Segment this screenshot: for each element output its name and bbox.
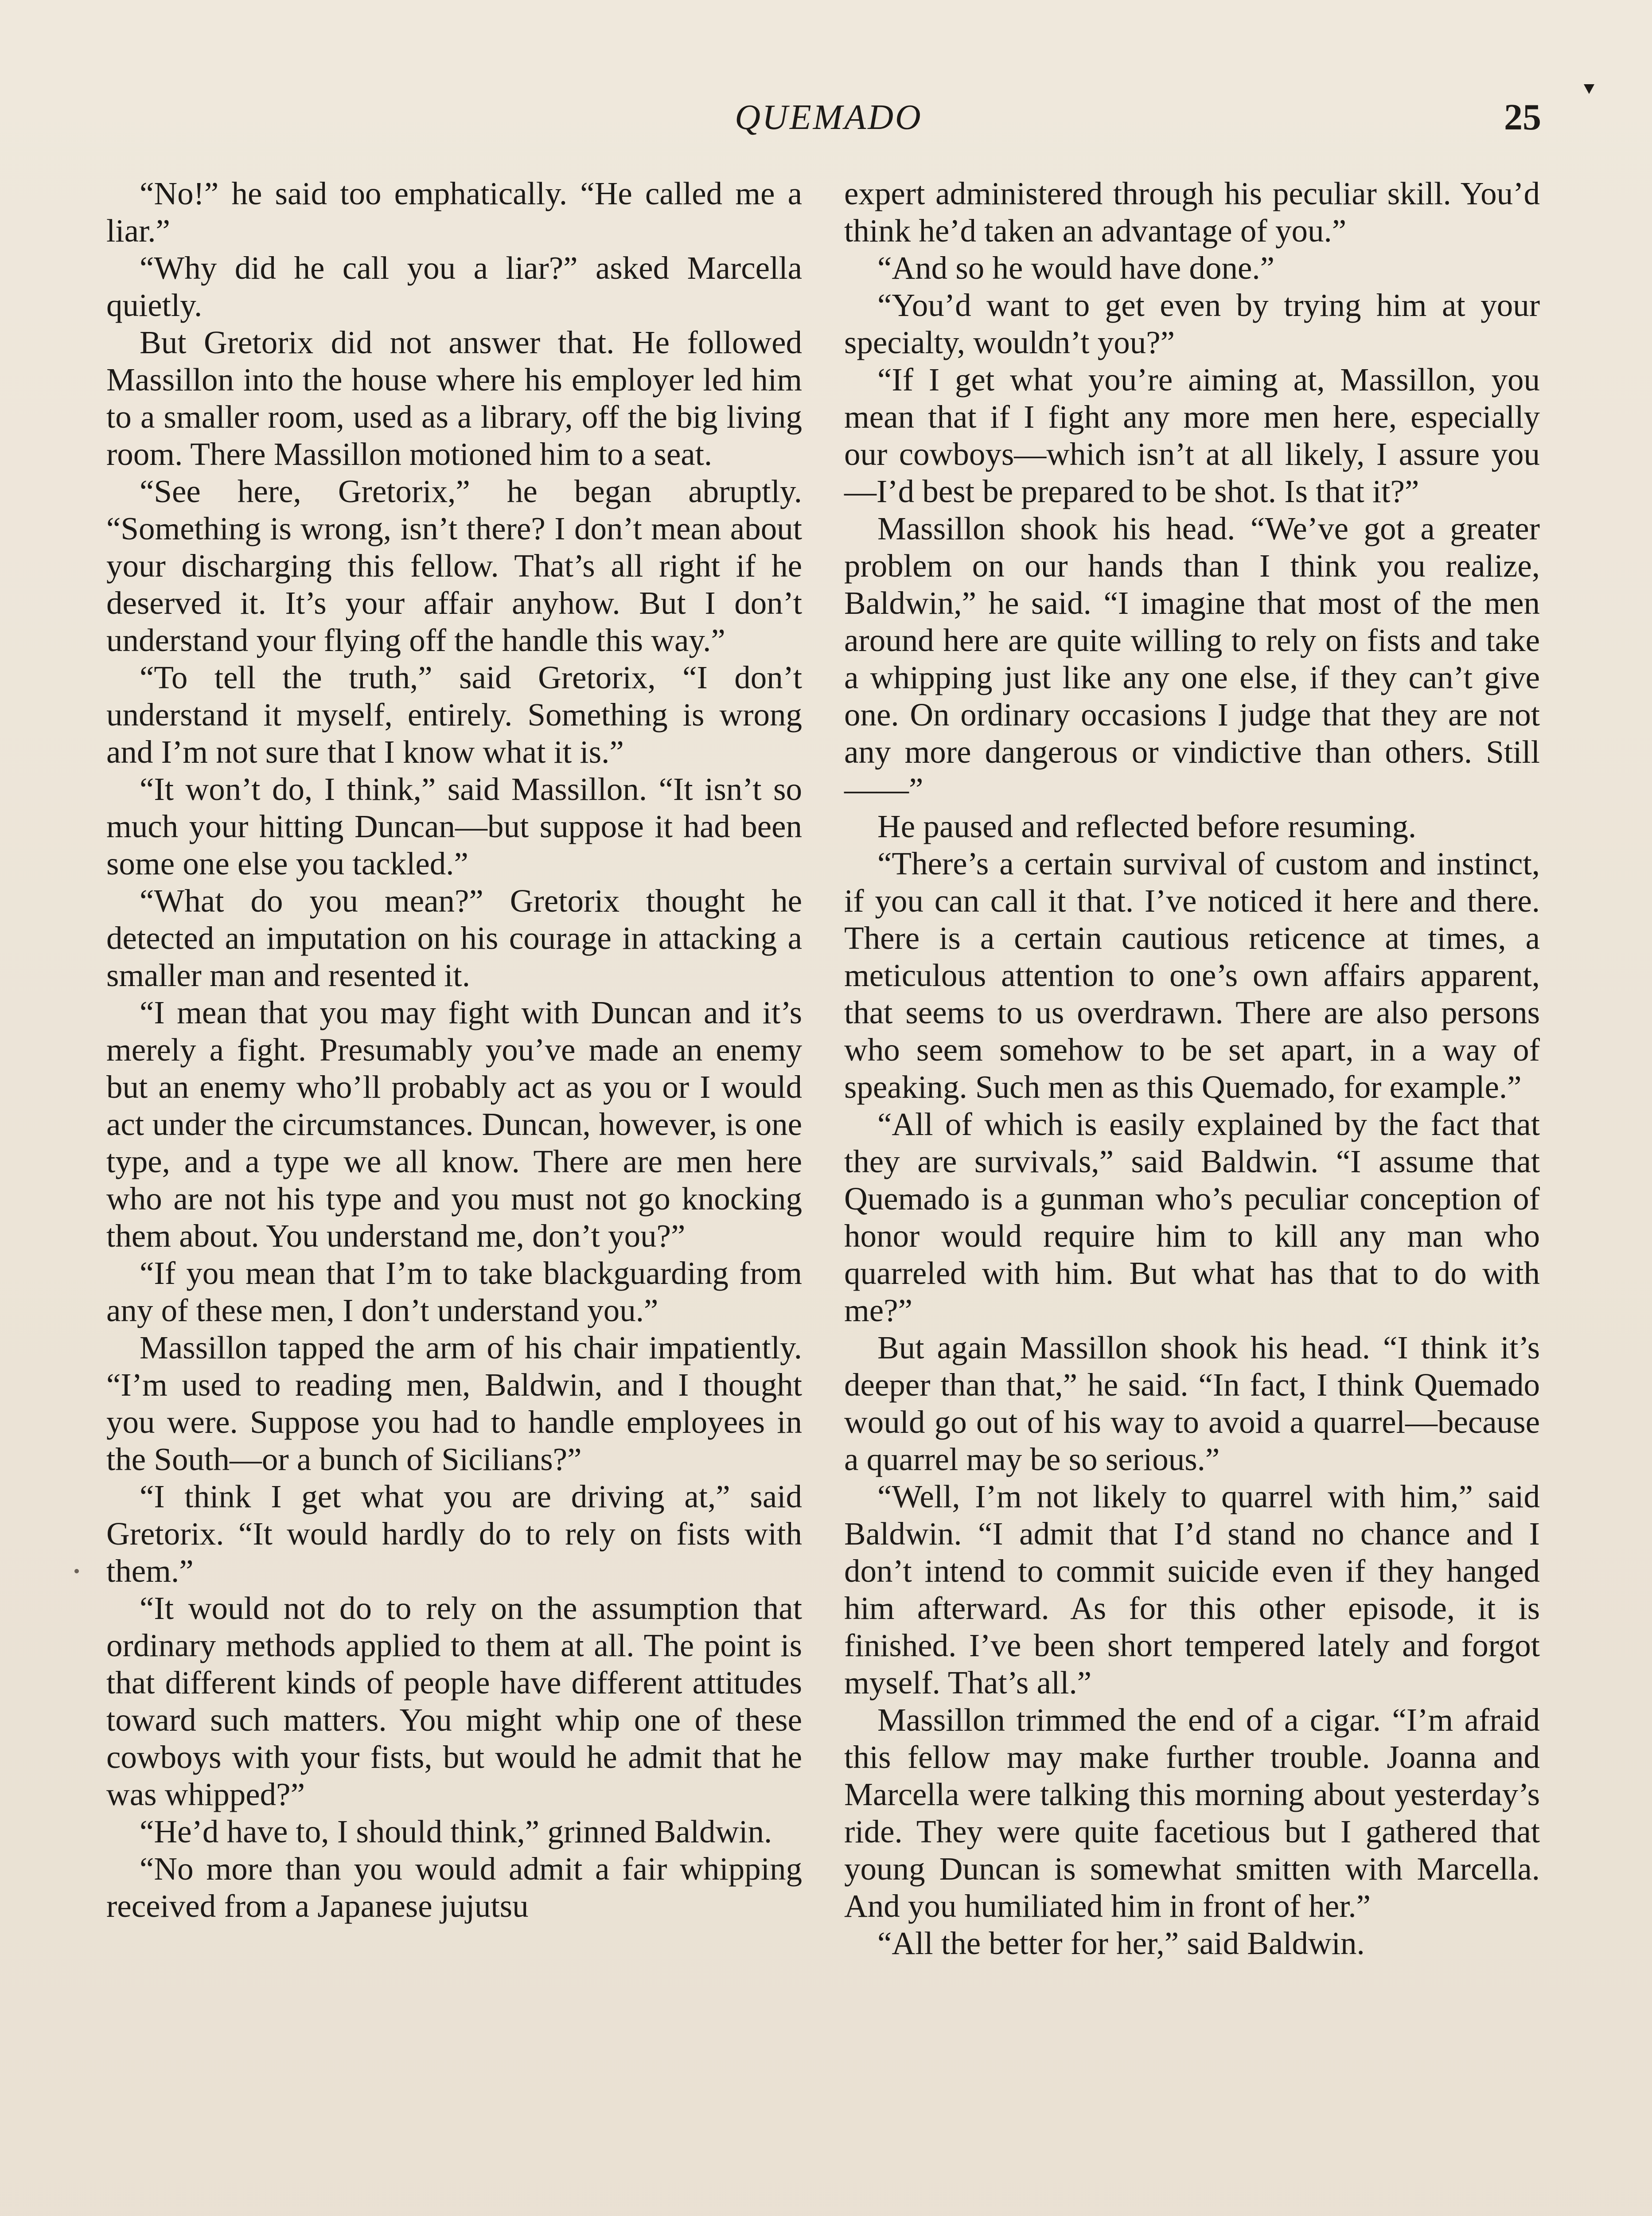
- paragraph: “Why did he call you a liar?” asked Marcella quietly.: [106, 250, 802, 323]
- paragraph: “What do you mean?” Gretorix thought he detected an imputation on his courage in attacking a smaller man and resented it.: [106, 883, 802, 993]
- paragraph-continuation: expert administered through his peculiar skill. You’d think he’d taken an advantage of you.”: [844, 176, 1540, 249]
- paragraph: Massillon tapped the arm of his chair impatiently. “I’m used to reading men, Baldwin, and I thought you were. Suppose you had to handle employees in the South—or a bunch of Sicilians?”: [106, 1330, 802, 1477]
- paragraph: “All the better for her,” said Baldwin.: [877, 1925, 1365, 1961]
- right-column: [844, 175, 1540, 1962]
- paragraph: Massillon trimmed the end of a cigar. “I’m afraid this fellow may make further trouble. Joanna and Marcella were talking this morning about yesterday’s ride. They were quite facetious but I gathered that young Duncan is somewhat smitten with Marcella. And you humiliated him in front of her.”: [844, 1702, 1540, 1924]
- paragraph: “I think I get what you are driving at,” said Gretorix. “It would hardly do to rely on fists with them.”: [106, 1479, 802, 1589]
- paragraph: “To tell the truth,” said Gretorix, “I don’t understand it myself, entirely. Something is wrong and I’m not sure that I know what it is.”: [106, 659, 802, 770]
- paragraph: “It won’t do, I think,” said Massillon. “It isn’t so much your hitting Duncan—but suppose it had been some one else you tackled.”: [106, 771, 802, 882]
- paragraph: “See here, Gretorix,” he began abruptly. “Something is wrong, isn’t there? I don’t mean about your discharging this fellow. That’s all right if he deserved it. It’s your affair anyhow. But I don’t understand your flying off the handle this way.”: [106, 473, 802, 658]
- margin-dot: [74, 1569, 79, 1573]
- paragraph: “And so he would have done.”: [877, 250, 1275, 286]
- paragraph: “There’s a certain survival of custom and instinct, if you can call it that. I’ve noticed it here and there. There is a certain cautious reticence at times, a meticulous attention to one’s own affairs apparent, that seems to us overdrawn. There are also persons who seem somehow to be set apart, in a way of speaking. Such men as this Quemado, for example.”: [844, 846, 1540, 1105]
- paragraph: “No more than you would admit a fair whipping received from a Japanese jujutsu: [106, 1851, 802, 1924]
- paragraph: “He’d have to, I should think,” grinned Baldwin.: [140, 1814, 772, 1849]
- paragraph: Massillon shook his head. “We’ve got a greater problem on our hands than I think you realize, Baldwin,” he said. “I imagine that most of the men around here are quite willing to rely on fists and take a whipping just like any one else, if they can’t give one. On ordinary occasions I judge that they are not any more dangerous or vindictive than others. Still——”: [844, 511, 1540, 807]
- page-number: 25: [1504, 97, 1541, 138]
- paragraph: “If I get what you’re aiming at, Massillon, you mean that if I fight any more men here, especially our cowboys—which isn’t at all likely, I assure you—I’d best be prepared to be shot. Is that it?”: [844, 362, 1540, 509]
- paragraph: But again Massillon shook his head. “I think it’s deeper than that,” he said. “In fact, I think Quemado would go out of his way to avoid a quarrel—because a quarrel may be so serious.”: [844, 1330, 1540, 1477]
- paragraph: He paused and reflected before resuming.: [877, 808, 1417, 844]
- paragraph: “Well, I’m not likely to quarrel with him,” said Baldwin. “I admit that I’d stand no chance and I don’t intend to commit suicide even if they hanged him afterward. As for this other episode, it is finished. I’ve been short tempered lately and forgot myself. That’s all.”: [844, 1479, 1540, 1701]
- corner-mark: [1584, 84, 1594, 94]
- running-title: QUEMADO: [735, 98, 923, 137]
- left-column: [106, 175, 802, 1925]
- paragraph: “It would not do to rely on the assumption that ordinary methods applied to them at all. The point is that different kinds of people have different attitudes toward such matters. You might whip one of these cowboys with your fists, but would he admit that he was whipped?”: [106, 1590, 802, 1812]
- paragraph: “No!” he said too emphatically. “He called me a liar.”: [106, 176, 802, 249]
- paragraph: “All of which is easily explained by the fact that they are survivals,” said Baldwin. “I assume that Quemado is a gunman who’s peculiar conception of honor would require him to kill any man who quarreled with him. But what has that to do with me?”: [844, 1106, 1540, 1328]
- paragraph: “You’d want to get even by trying him at your specialty, wouldn’t you?”: [844, 287, 1540, 360]
- page-header: [0, 93, 1652, 142]
- paragraph: “I mean that you may fight with Duncan and it’s merely a fight. Presumably you’ve made an enemy but an enemy who’ll probably act as you or I would act under the circumstances. Duncan, however, is one type, and a type we all know. There are men here who are not his type and you must not go knocking them about. You understand me, don’t you?”: [106, 995, 802, 1254]
- paragraph: “If you mean that I’m to take blackguarding from any of these men, I don’t understand you.”: [106, 1255, 802, 1328]
- paragraph: But Gretorix did not answer that. He followed Massillon into the house where his employer led him to a smaller room, used as a library, off the big living room. There Massillon motioned him to a seat.: [106, 324, 802, 472]
